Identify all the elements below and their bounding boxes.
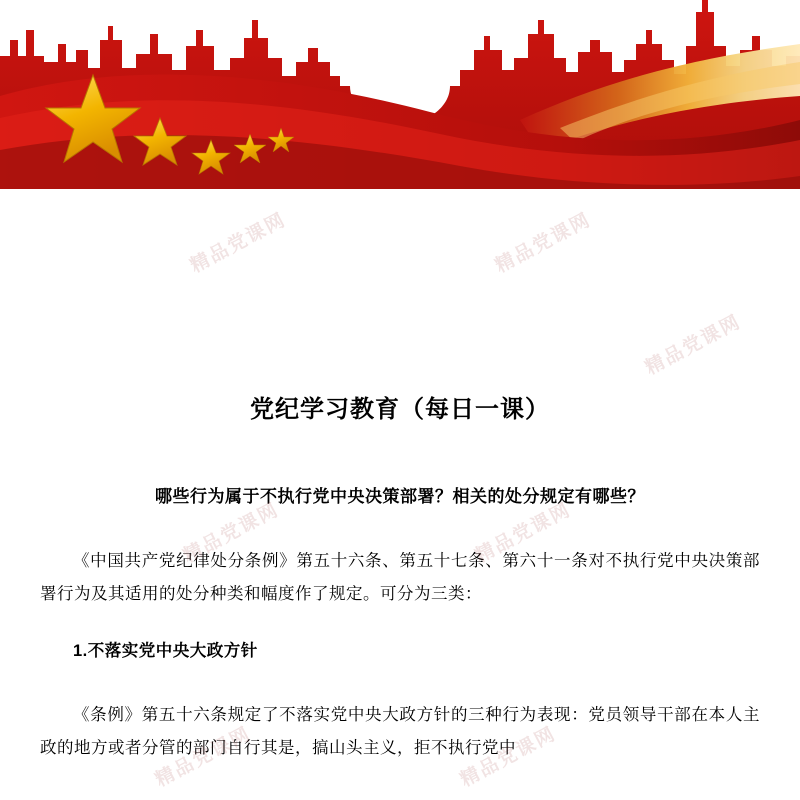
watermark: 精品党课网 — [186, 208, 290, 278]
banner-graphic — [0, 0, 800, 193]
page-banner — [0, 0, 800, 193]
paragraph-section-1: 《条例》第五十六条规定了不落实党中央大政方针的三种行为表现：党员领导干部在本人主政的地方或者分管的部门自行其是，搞山头主义，拒不执行党中 — [40, 706, 760, 757]
watermark: 精品党课网 — [179, 498, 283, 568]
watermark: 精品党课网 — [151, 722, 255, 792]
document-body — [0, 389, 800, 765]
page-title: 党纪学习教育（每日一课） — [250, 396, 550, 423]
section-heading-1: 1.不落实党中央大政方针 — [73, 642, 258, 660]
watermark: 精品党课网 — [471, 498, 575, 568]
document-subtitle: 哪些行为属于不执行党中央决策部署？相关的处分规定有哪些？ — [155, 487, 645, 506]
watermark: 精品党课网 — [456, 722, 560, 792]
watermark: 精品党课网 — [491, 208, 595, 278]
watermark: 精品党课网 — [641, 310, 745, 380]
paragraph-intro: 《中国共产党纪律处分条例》第五十六条、第五十七条、第六十一条对不执行党中央决策部署行为及其适用的处分种类和幅度作了规定。可分为三类： — [40, 552, 760, 603]
